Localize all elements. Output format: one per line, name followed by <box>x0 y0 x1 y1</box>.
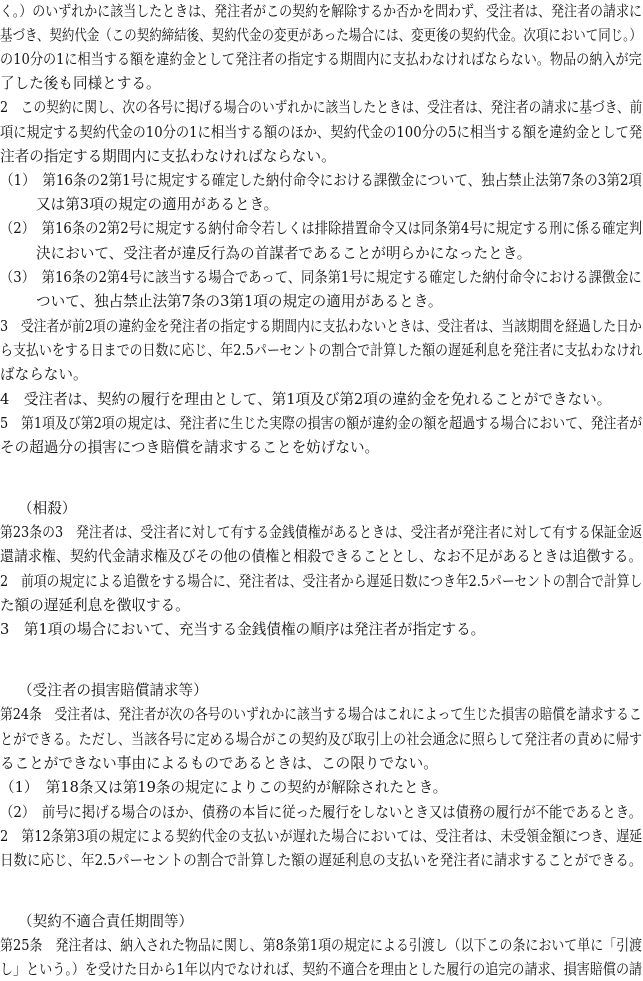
text-line: ら支払いをする日までの日数に応じ、年2.5パーセントの割合で計算した額の遅延利息を発注者に支払わなけれ <box>0 342 643 359</box>
text-line: ついて、独占禁止法第7条の3第1項の規定の適用があるとき。 <box>36 293 443 310</box>
text-line: ることができない事由によるものであるときは、この限りでない。 <box>0 755 438 772</box>
text-line: 5 第1項及び第2項の規定は、発注者に生じた実際の損害の額が違約金の額を超過する場合において、発注者が <box>0 415 643 432</box>
text-line: 日数に応じ、年2.5パーセントの割合で計算した額の遅延利息の支払いを発注者に請求することができる。 <box>0 852 643 869</box>
text-line: 2 前項の規定による追徴をする場合に、発注者は、受注者から遅延日数につき年2.5パーセントの割合で計算し <box>0 573 643 590</box>
text-line: 4 受注者は、契約の履行を理由として、第1項及び第2項の違約金を免れることができない。 <box>0 391 612 408</box>
section-heading: （受注者の損害賠償請求等） <box>18 682 208 699</box>
text-line: 還請求権、契約代金請求権及びその他の債権と相殺できることとし、なお不足があるときは追徴する。 <box>0 548 643 565</box>
text-line: 又は第3項の規定の適用があるとき。 <box>36 196 279 213</box>
text-line: （2） 前号に掲げる場合のほか、債務の本旨に従った履行をしないとき又は債務の履行が不能であるとき。 <box>0 804 642 821</box>
text-line: 2 第12条第3項の規定による契約代金の支払いが遅れた場合においては、受注者は、未受領金額につき、遅延 <box>0 828 643 845</box>
text-line: し」という。）を受けた日から1年以内でなければ、契約不適合を理由とした履行の追完の請求、損害賠償の請 <box>0 961 643 978</box>
text-line: ばならない。 <box>0 366 88 383</box>
text-line: 決において、受注者が違反行為の首謀者であることが明らかになったとき。 <box>36 245 532 262</box>
text-line: （1） 第18条又は第19条の規定によりこの契約が解除されたとき。 <box>0 779 448 796</box>
text-line: た額の遅延利息を徴収する。 <box>0 597 190 614</box>
text-line: とができる。ただし、当該各号に定める場合がこの契約及び取引上の社会通念に照らして発注者の責めに帰す <box>0 731 643 748</box>
text-line: 3 受注者が前2項の違約金を発注者の指定する期間内に支払わないときは、受注者は、当該期間を経過した日か <box>0 318 642 335</box>
section-heading: （相殺） <box>18 500 77 517</box>
text-line: 項に規定する契約代金の10分の1に相当する額のほか、契約代金の100分の5に相当する額を違約金として発 <box>0 124 643 141</box>
text-line: 了した後も同様とする。 <box>0 75 161 92</box>
text-line: （2） 第16条の2第2号に規定する納付命令若しくは排除措置命令又は同条第4号に規定する刑に係る確定判 <box>0 220 643 237</box>
text-line: 2 この契約に関し、次の各号に掲げる場合のいずれかに該当したときは、受注者は、発注者の請求に基づき、前 <box>0 99 643 116</box>
text-line: 基づき、契約代金（この契約締結後、契約代金の変更があった場合には、変更後の契約代金。次項において同じ。） <box>0 27 642 44</box>
section-heading: （契約不適合責任期間等） <box>18 913 194 930</box>
text-line: 注者の指定する期間内に支払わなければならない。 <box>0 148 336 165</box>
text-line: その超過分の損害につき賠償を請求することを妨げない。 <box>0 439 380 456</box>
text-line: （3） 第16条の2第4号に該当する場合であって、同条第1号に規定する確定した納付命令における課徴金に <box>0 269 642 286</box>
text-line: 第23条の3 発注者は、受注者に対して有する金銭債権があるときは、受注者が発注者に対して有する保証金返 <box>0 524 643 541</box>
text-line: く。）のいずれかに該当したときは、発注者がこの契約を解除するか否かを問わず、受注者は、発注者の請求に <box>0 3 642 20</box>
text-line: の10分の1に相当する額を違約金として発注者の指定する期間内に支払わなければならない。物品の納入が完 <box>0 51 642 68</box>
text-line: 3 第1項の場合において、充当する金銭債権の順序は発注者が指定する。 <box>0 621 486 638</box>
text-line: （1） 第16条の2第1号に規定する確定した納付命令における課徴金について、独占禁止法第7条の3第2項 <box>0 172 642 189</box>
text-line: 第24条 受注者は、発注者が次の各号のいずれかに該当する場合はこれによって生じた損害の賠償を請求するこ <box>0 706 642 723</box>
text-line: 第25条 発注者は、納入された物品に関し、第8条第1項の規定による引渡し（以下この条において単に「引渡 <box>0 937 643 954</box>
